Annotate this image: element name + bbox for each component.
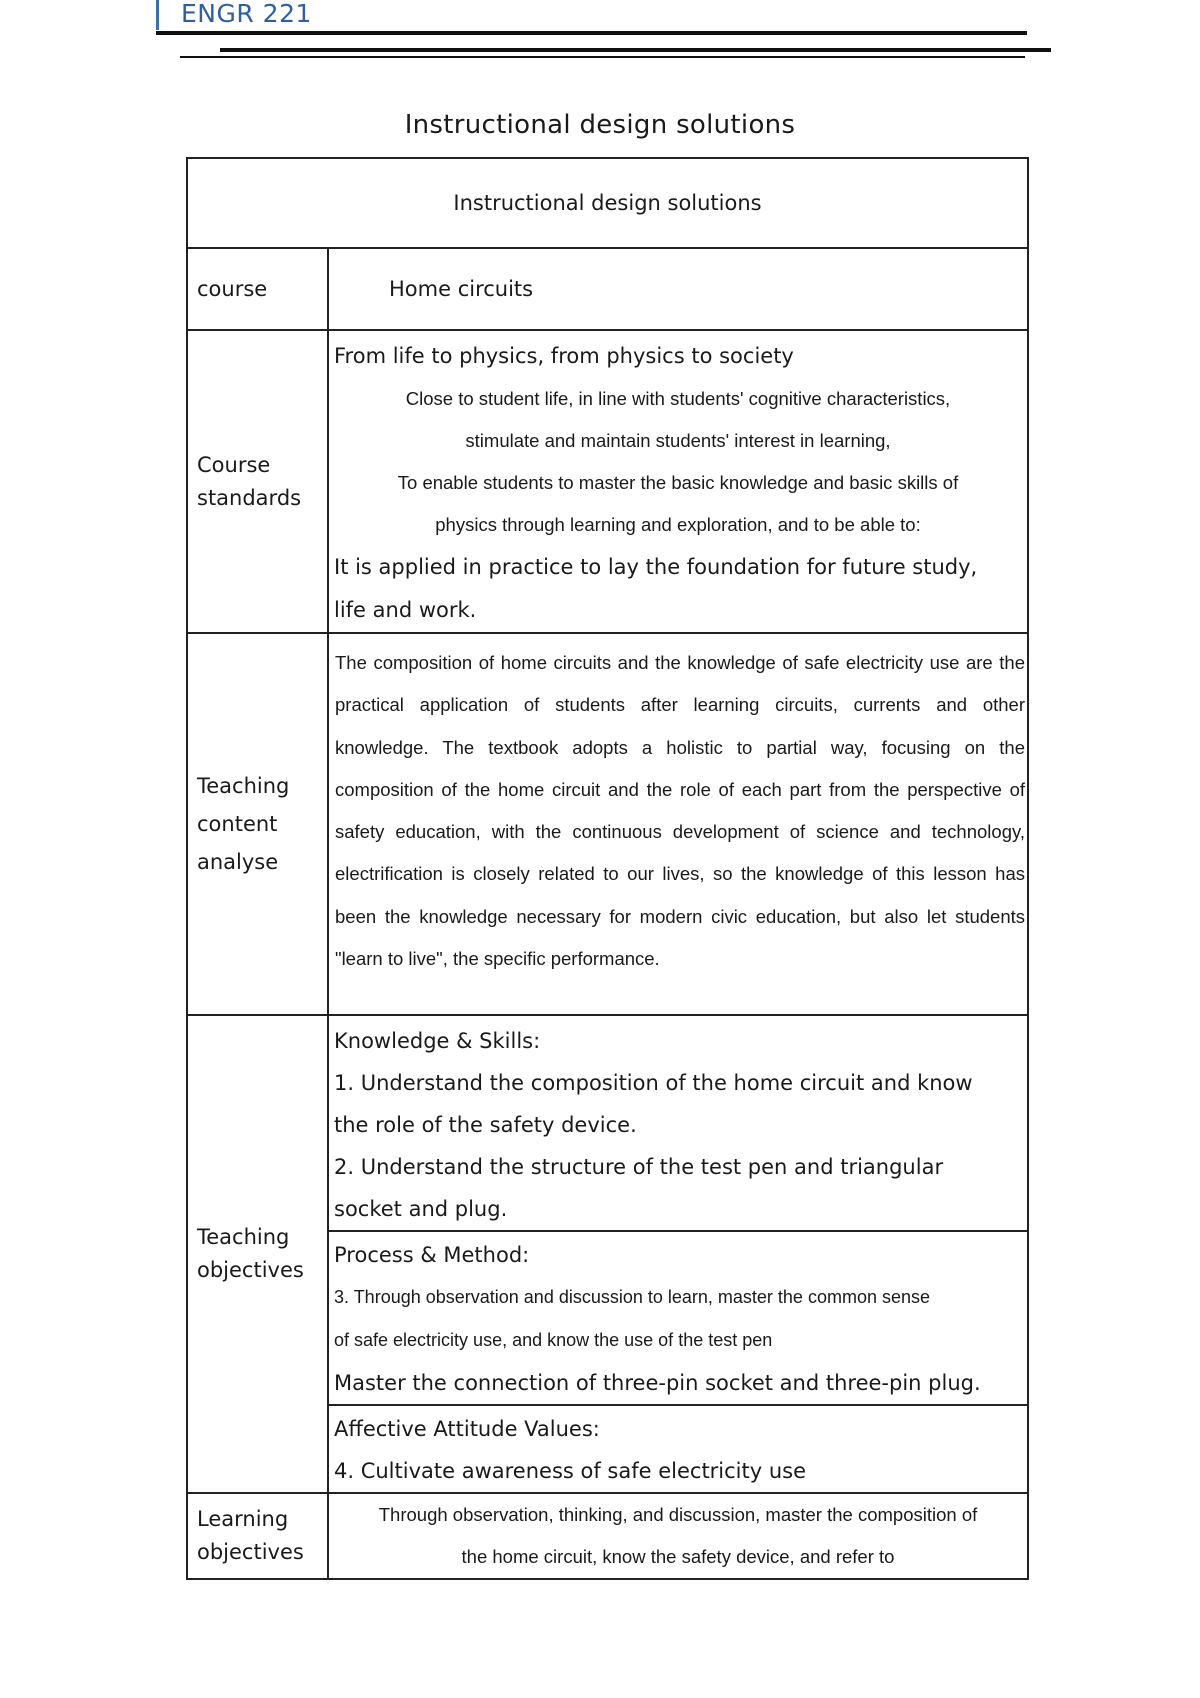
teaching-content-row — [187, 633, 1028, 1015]
learning-objectives-label-line: Learning — [197, 1507, 289, 1531]
course-standards-line: life and work. — [334, 598, 477, 622]
course-standards-line: To enable students to master the basic knowledge and basic skills of — [397, 472, 959, 493]
knowledge-skills-line: 1. Understand the composition of the home circuit and know — [334, 1071, 973, 1095]
teaching-objectives-knowledge-row — [187, 1015, 1028, 1231]
course-row — [187, 248, 1028, 330]
teaching-objectives-label — [187, 1015, 328, 1493]
teaching-objectives-label-line: Teaching — [197, 1225, 290, 1249]
learning-objectives-label — [187, 1493, 328, 1579]
course-standards-label-line: standards — [197, 485, 302, 510]
course-standards-line: From life to physics, from physics to society — [334, 344, 794, 368]
knowledge-skills-line: socket and plug. — [334, 1197, 508, 1221]
affective-values-heading: Affective Attitude Values: — [334, 1417, 600, 1441]
table-heading-row — [187, 158, 1028, 248]
process-method-line: Master the connection of three-pin socket and three-pin plug. — [334, 1371, 981, 1395]
table-heading: Instructional design solutions — [187, 158, 1028, 248]
affective-values-cell — [328, 1405, 1028, 1493]
teaching-objectives-label-line: objectives — [197, 1258, 304, 1282]
header-rule-bottom — [180, 56, 1025, 58]
instructional-design-table — [186, 157, 1029, 1580]
knowledge-skills-line: the role of the safety device. — [334, 1113, 637, 1137]
course-standards-label-line: Course — [197, 452, 271, 477]
teaching-content-text-cell — [328, 633, 1028, 1015]
course-label: course — [187, 248, 328, 330]
course-value: Home circuits — [328, 248, 1028, 330]
learning-objectives-row — [187, 1493, 1028, 1579]
course-standards-row — [187, 330, 1028, 633]
knowledge-skills-line: 2. Understand the structure of the test pen and triangular — [334, 1155, 944, 1179]
teaching-content-label — [187, 633, 328, 1015]
learning-objectives-line: Through observation, thinking, and discussion, master the composition of — [378, 1504, 978, 1525]
teaching-content-label-line: Teaching — [197, 774, 290, 798]
course-standards-line: It is applied in practice to lay the foundation for future study, — [334, 555, 978, 579]
teaching-content-label-line: analyse — [197, 850, 279, 874]
affective-values-line: 4. Cultivate awareness of safe electricity use — [334, 1459, 807, 1483]
learning-objectives-label-line: objectives — [197, 1540, 304, 1564]
process-method-cell — [328, 1231, 1028, 1405]
course-standards-content — [328, 330, 1028, 633]
course-standards-line: Close to student life, in line with students' cognitive characteristics, — [405, 388, 951, 409]
header-rule-top — [156, 31, 1027, 35]
course-code-header: ENGR 221 — [156, 0, 312, 30]
document-title: Instructional design solutions — [404, 110, 796, 140]
course-standards-label — [187, 330, 328, 633]
learning-objectives-content — [328, 1493, 1028, 1579]
header-rule-middle — [220, 48, 1051, 52]
process-method-line: 3. Through observation and discussion to learn, master the common sense — [334, 1287, 930, 1307]
teaching-content-text: The composition of home circuits and the knowledge of safe electricity use are the practical application of students after learning circuits, currents and other knowledge. The textbook adopts a holistic to partial way, focusing on the composition of the home circuit and the role of each part from the perspective of safety education, with the continuous development of science and technology, electrification is closely related to our lives, so the knowledge of this lesson has been the knowledge necessary for modern civic education, but also let students "learn to live", the specific performance. — [335, 652, 1025, 970]
process-method-line: of safe electricity use, and know the use of the test pen — [334, 1330, 773, 1350]
knowledge-skills-cell — [328, 1015, 1028, 1231]
course-standards-line: physics through learning and exploration, and to be able to: — [435, 514, 921, 535]
process-method-heading: Process & Method: — [334, 1243, 530, 1267]
course-standards-line: stimulate and maintain students' interest in learning, — [465, 430, 891, 451]
teaching-content-label-line: content — [197, 812, 278, 836]
learning-objectives-line: the home circuit, know the safety device, and refer to — [461, 1546, 895, 1567]
knowledge-skills-heading: Knowledge & Skills: — [334, 1029, 541, 1053]
